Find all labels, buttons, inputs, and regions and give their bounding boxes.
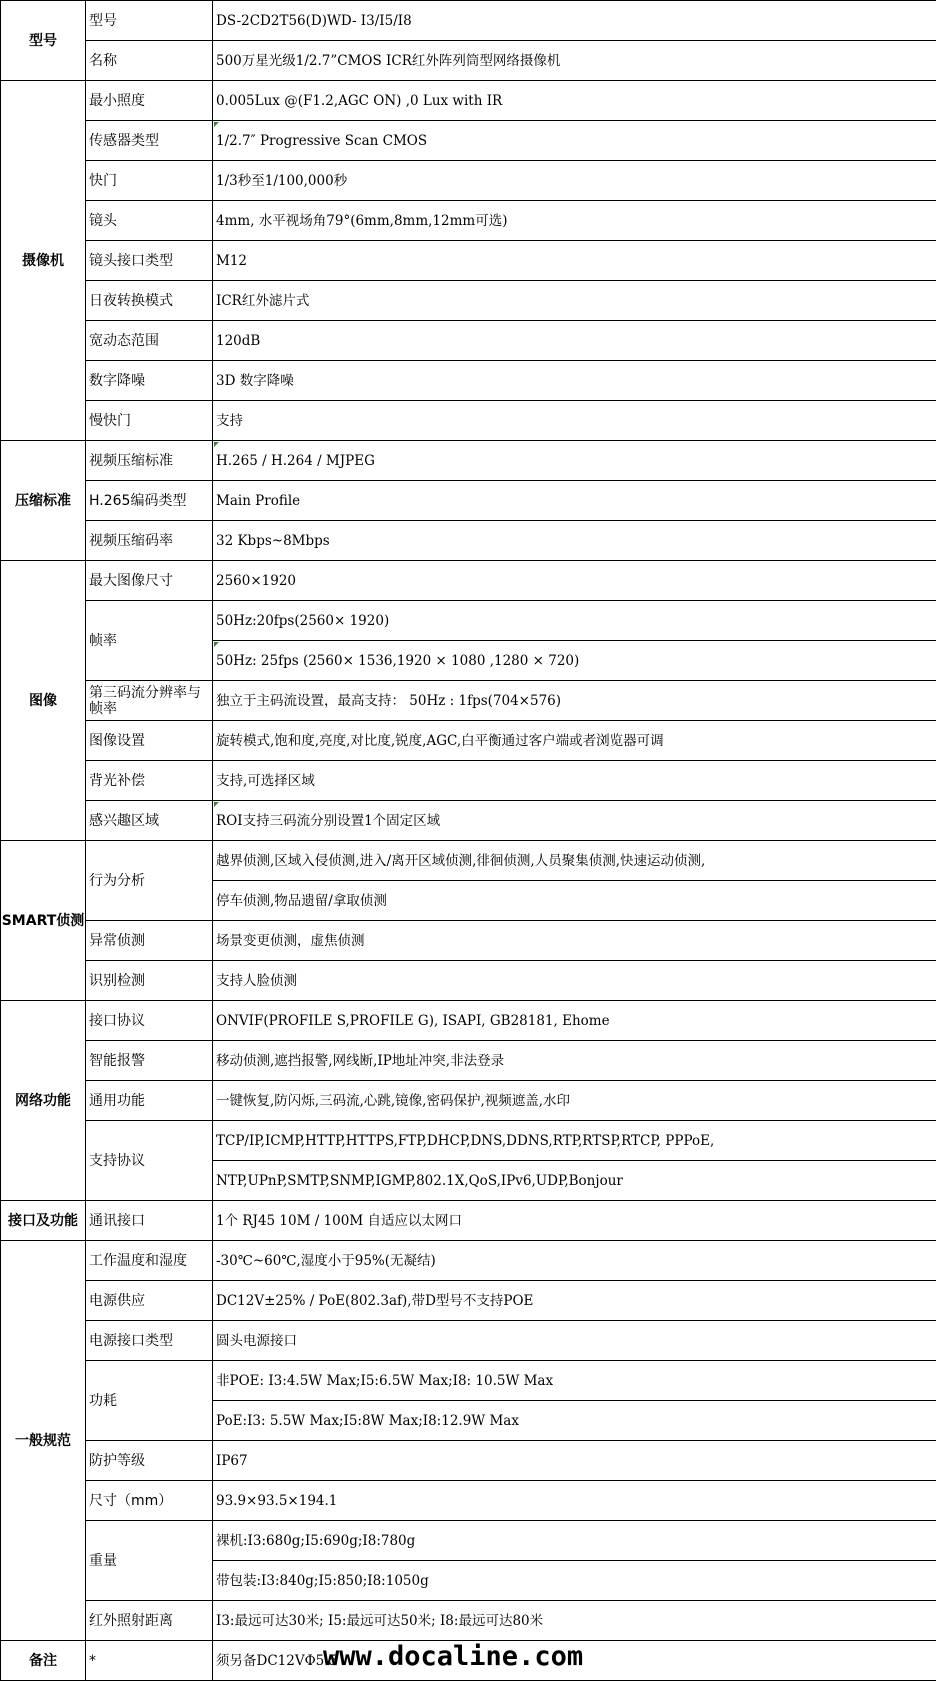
spec-value-cell: DS-2CD2T56(D)WD- I3/I5/I8 [213, 1, 936, 41]
table-row [1, 321, 936, 361]
table-row [1, 561, 936, 601]
cell-marker [214, 802, 219, 807]
table-row [1, 681, 936, 721]
spec-value-cell: Main Profile [213, 481, 936, 521]
spec-label-cell: 视频压缩标准 [86, 441, 213, 481]
spec-value-cell: 带包装:I3:840g;I5:850;I8:1050g [213, 1561, 936, 1601]
table-row [1, 521, 936, 561]
spec-label-cell: 感兴趣区域 [86, 801, 213, 841]
spec-label-cell: 接口协议 [86, 1001, 213, 1041]
table-row [1, 601, 936, 641]
table-row [1, 1121, 936, 1161]
spec-label-cell: 慢快门 [86, 401, 213, 441]
table-row [1, 1001, 936, 1041]
spec-value-cell: ONVIF(PROFILE S,PROFILE G), ISAPI, GB28181, Ehome [213, 1001, 936, 1041]
spec-label-cell: 通讯接口 [86, 1201, 213, 1241]
spec-value-cell: 非POE: I3:4.5W Max;I5:6.5W Max;I8: 10.5W Max [213, 1361, 936, 1401]
spec-label-cell: 工作温度和湿度 [86, 1241, 213, 1281]
table-row [1, 201, 936, 241]
spec-value-cell: 圆头电源接口 [213, 1321, 936, 1361]
spec-value-cell: NTP,UPnP,SMTP,SNMP,IGMP,802.1X,QoS,IPv6,UDP,Bonjour [213, 1161, 936, 1201]
table-row [1, 1041, 936, 1081]
spec-value-cell: IP67 [213, 1441, 936, 1481]
cell-marker [214, 642, 219, 647]
table-row [1, 281, 936, 321]
spec-label-cell: 镜头 [86, 201, 213, 241]
category-cell: 网络功能 [1, 1001, 86, 1201]
table-row [1, 1201, 936, 1241]
table-row [1, 1321, 936, 1361]
spec-label-cell: 异常侦测 [86, 921, 213, 961]
spec-value-cell: I3:最远可达30米; I5:最远可达50米; I8:最远可达80米 [213, 1601, 936, 1641]
table-row [1, 241, 936, 281]
spec-value-cell: 支持 [213, 401, 936, 441]
table-row [1, 841, 936, 881]
table-row [1, 1361, 936, 1401]
spec-label-cell: 名称 [86, 41, 213, 81]
table-row [1, 121, 936, 161]
cell-marker [214, 122, 219, 127]
spec-label-cell: 最大图像尺寸 [86, 561, 213, 601]
spec-value-cell: 120dB [213, 321, 936, 361]
spec-value-cell: 50Hz: 25fps (2560× 1536,1920 × 1080 ,1280 × 720) [213, 641, 936, 681]
spec-value-cell: 4mm, 水平视场角79°(6mm,8mm,12mm可选) [213, 201, 936, 241]
spec-label-cell: 行为分析 [86, 841, 213, 921]
table-row [1, 761, 936, 801]
table-row [1, 441, 936, 481]
spec-value-cell: 裸机:I3:680g;I5:690g;I8:780g [213, 1521, 936, 1561]
spec-label-cell: 重量 [86, 1521, 213, 1601]
table-row [1, 921, 936, 961]
spec-label-cell: 识别检测 [86, 961, 213, 1001]
spec-label-cell: 功耗 [86, 1361, 213, 1441]
table-row [1, 1521, 936, 1561]
table-row [1, 41, 936, 81]
spec-label-cell: 镜头接口类型 [86, 241, 213, 281]
table-row [1, 1481, 936, 1521]
table-row [1, 361, 936, 401]
spec-value-cell: ICR红外滤片式 [213, 281, 936, 321]
table-row [1, 1, 936, 41]
table-row [1, 1281, 936, 1321]
spec-label-cell: 电源接口类型 [86, 1321, 213, 1361]
spec-table-body [1, 1, 936, 1681]
spec-value-cell: 独立于主码流设置，最高支持： 50Hz : 1fps(704×576) [213, 681, 936, 721]
spec-value-cell: 移动侦测,遮挡报警,网线断,IP地址冲突,非法登录 [213, 1041, 936, 1081]
spec-value-cell: 2560×1920 [213, 561, 936, 601]
spec-label-cell: H.265编码类型 [86, 481, 213, 521]
spec-label-cell: 防护等级 [86, 1441, 213, 1481]
table-row [1, 801, 936, 841]
spec-value-cell: PoE:I3: 5.5W Max;I5:8W Max;I8:12.9W Max [213, 1401, 936, 1441]
category-cell: 摄像机 [1, 81, 86, 441]
spec-label-cell: 型号 [86, 1, 213, 41]
category-cell: 型号 [1, 1, 86, 81]
category-cell: 备注 [1, 1641, 86, 1681]
spec-value-cell: 停车侦测,物品遗留/拿取侦测 [213, 881, 936, 921]
spec-value-cell: 1/3秒至1/100,000秒 [213, 161, 936, 201]
spec-value-cell: 越界侦测,区域入侵侦测,进入/离开区域侦测,徘徊侦测,人员聚集侦测,快速运动侦测, [213, 841, 936, 881]
table-row [1, 401, 936, 441]
spec-value-cell: 93.9×93.5×194.1 [213, 1481, 936, 1521]
spec-label-cell: 红外照射距离 [86, 1601, 213, 1641]
spec-label-cell: 通用功能 [86, 1081, 213, 1121]
spec-label-cell: 视频压缩码率 [86, 521, 213, 561]
table-row [1, 1441, 936, 1481]
table-row [1, 961, 936, 1001]
spec-value-cell: 1个 RJ45 10M / 100M 自适应以太网口 [213, 1201, 936, 1241]
spec-label-cell: 数字降噪 [86, 361, 213, 401]
table-row [1, 161, 936, 201]
spec-value-cell: 1/2.7″ Progressive Scan CMOS [213, 121, 936, 161]
table-row [1, 81, 936, 121]
spec-label-cell: 最小照度 [86, 81, 213, 121]
spec-label-cell: 图像设置 [86, 721, 213, 761]
spec-value-cell: 3D 数字降噪 [213, 361, 936, 401]
spec-label-cell: * [86, 1641, 213, 1681]
spec-label-cell: 快门 [86, 161, 213, 201]
spec-label-cell: 支持协议 [86, 1121, 213, 1201]
spec-value-cell: 0.005Lux @(F1.2,AGC ON) ,0 Lux with IR [213, 81, 936, 121]
spec-value-cell: TCP/IP,ICMP,HTTP,HTTPS,FTP,DHCP,DNS,DDNS,RTP,RTSP,RTCP, PPPoE, [213, 1121, 936, 1161]
spec-value-cell: 32 Kbps~8Mbps [213, 521, 936, 561]
watermark-text: www.docaline.com [323, 1641, 584, 1672]
spec-value-cell: 50Hz:20fps(2560× 1920) [213, 601, 936, 641]
category-cell: SMART侦测 [1, 841, 86, 1001]
spec-label-cell: 第三码流分辨率与帧率 [86, 681, 213, 721]
spec-value-cell: 场景变更侦测，虚焦侦测 [213, 921, 936, 961]
spec-label-cell: 宽动态范围 [86, 321, 213, 361]
spec-value-cell: 一键恢复,防闪烁,三码流,心跳,镜像,密码保护,视频遮盖,水印 [213, 1081, 936, 1121]
table-row [1, 721, 936, 761]
spec-value-cell: 500万星光级1/2.7”CMOS ICR红外阵列筒型网络摄像机 [213, 41, 936, 81]
spec-value-cell: -30℃~60℃,湿度小于95%(无凝结) [213, 1241, 936, 1281]
spec-label-cell: 传感器类型 [86, 121, 213, 161]
cell-marker [214, 442, 219, 447]
table-row [1, 1601, 936, 1641]
spec-value-cell: 旋转模式,饱和度,亮度,对比度,锐度,AGC,白平衡通过客户端或者浏览器可调 [213, 721, 936, 761]
spec-value-cell: 支持人脸侦测 [213, 961, 936, 1001]
spec-value-cell: ROI支持三码流分别设置1个固定区域 [213, 801, 936, 841]
category-cell: 一般规范 [1, 1241, 86, 1641]
spec-label-cell: 帧率 [86, 601, 213, 681]
spec-label-cell: 背光补偿 [86, 761, 213, 801]
category-cell: 图像 [1, 561, 86, 841]
spec-label-cell: 日夜转换模式 [86, 281, 213, 321]
spec-value-cell: DC12V±25% / PoE(802.3af),带D型号不支持POE [213, 1281, 936, 1321]
spec-label-cell: 智能报警 [86, 1041, 213, 1081]
spec-label-cell: 电源供应 [86, 1281, 213, 1321]
table-row [1, 1081, 936, 1121]
spec-value-cell: 须另备DC12VΦ5.5 [213, 1641, 936, 1681]
category-cell: 接口及功能 [1, 1201, 86, 1241]
table-row [1, 1241, 936, 1281]
spec-value-cell: M12 [213, 241, 936, 281]
category-cell: 压缩标准 [1, 441, 86, 561]
spec-value-cell: H.265 / H.264 / MJPEG [213, 441, 936, 481]
spec-label-cell: 尺寸（mm） [86, 1481, 213, 1521]
spec-value-cell: 支持,可选择区域 [213, 761, 936, 801]
table-row [1, 481, 936, 521]
